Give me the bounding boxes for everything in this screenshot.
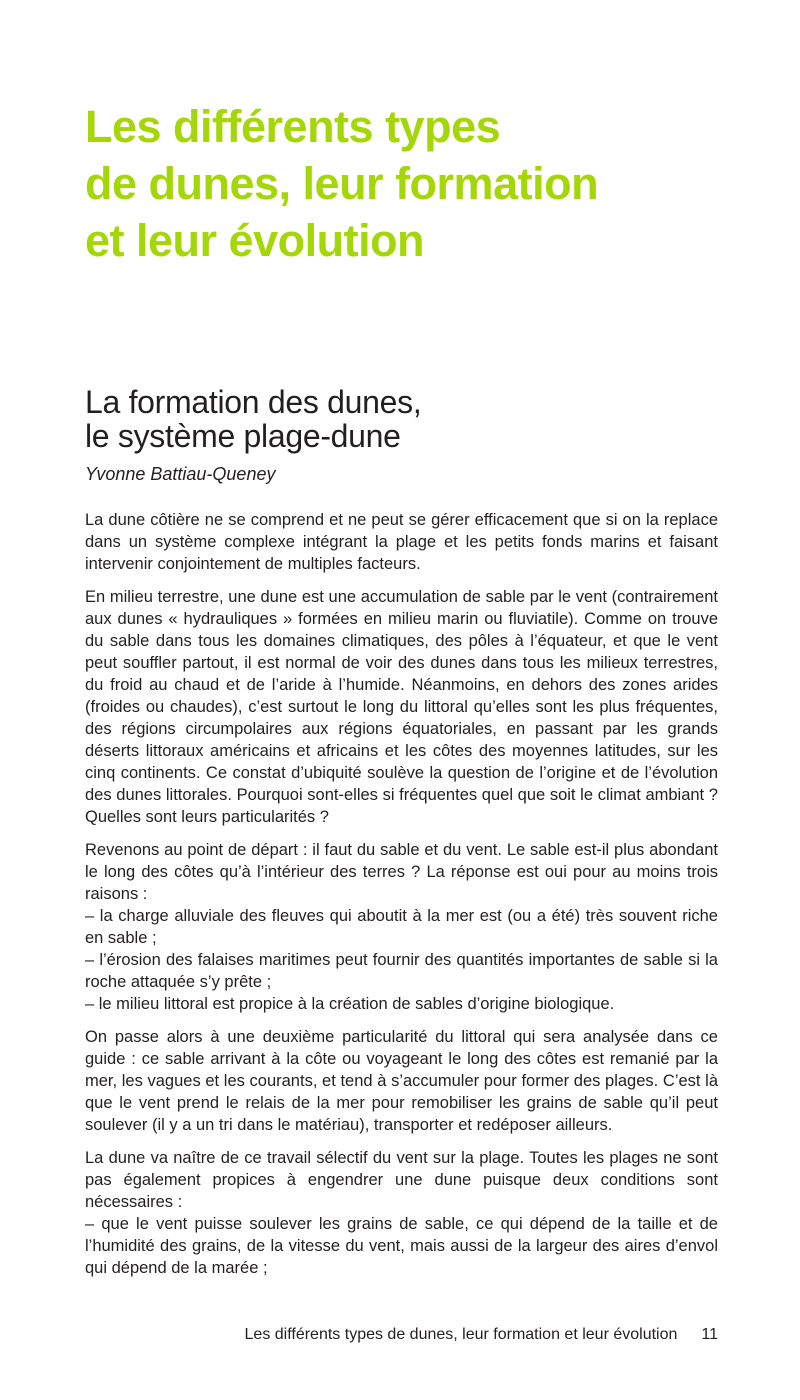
paragraph-intro: La dune va naître de ce travail sélectif du vent sur la plage. Toutes les plages ne sont pas également propices à engendrer une dune puisque deux conditions sont nécessaires :: [85, 1149, 718, 1211]
list-item: – le milieu littoral est propice à la création de sables d’origine biologique.: [85, 995, 615, 1013]
chapter-title-line: Les différents types: [85, 101, 501, 152]
body-text: [85, 509, 718, 1279]
list-item: – la charge alluviale des fleuves qui aboutit à la mer est (ou a été) très souvent riche en sable ;: [85, 907, 718, 947]
paragraph: La dune côtière ne se comprend et ne peut se gérer efficacement que si on la replace dans un système complexe intégrant la plage et les petits fonds marins et faisant intervenir conjointement de multiples facteurs.: [85, 511, 718, 573]
section-heading-line: La formation des dunes,: [85, 384, 422, 420]
list-item: – l’érosion des falaises maritimes peut fournir des quantités importantes de sable si la roche attaquée s’y prête ;: [85, 951, 718, 991]
chapter-title-line: de dunes, leur formation: [85, 158, 599, 209]
paragraph: En milieu terrestre, une dune est une accumulation de sable par le vent (contrairement aux dunes « hydrauliques » formées en milieu marin ou fluviatile). Comme on trouve du sable dans tous les domaines climatiques, des pôles à l’équateur, et que le vent peut souffler partout, il est normal de voir des dunes dans tous les milieux terrestres, du froid au chaud et de l’aride à l’humide. Néanmoins, en dehors des zones arides (froides ou chaudes), c’est surtout le long du littoral qu’elles sont les plus fréquentes, des régions circumpolaires aux régions équatoriales, en passant par les grands déserts littoraux américains et africains et les côtes des moyennes latitudes, sur les cinq continents. Ce constat d’ubiquité soulève la question de l’origine et de l’évolution des dunes littorales. Pourquoi sont-elles si fréquentes quel que soit le climat ambiant ? Quelles sont leurs particularités ?: [85, 588, 718, 826]
footer-running-title: Les différents types de dunes, leur formation et leur évolution: [244, 1326, 678, 1343]
paragraph-with-list: [85, 1147, 718, 1279]
section-heading-line: le système plage-dune: [85, 418, 401, 454]
section-heading: [85, 385, 718, 453]
list-item: – que le vent puisse soulever les grains de sable, ce qui dépend de la taille et de l’humidité des grains, de la vitesse du vent, mais aussi de la largeur des aires d’envol qui dépend de la marée ;: [85, 1215, 718, 1277]
page-footer: [245, 1325, 718, 1345]
chapter-title-line: et leur évolution: [85, 215, 425, 266]
page-content: [0, 98, 800, 1279]
chapter-title: [85, 98, 718, 269]
paragraph-intro: Revenons au point de départ : il faut du sable et du vent. Le sable est-il plus abondant le long des côtes qu’à l’intérieur des terres ? La réponse est oui pour au moins trois raisons :: [85, 841, 718, 903]
footer-page-number: 11: [701, 1326, 718, 1343]
paragraph: On passe alors à une deuxième particularité du littoral qui sera analysée dans ce guide : ce sable arrivant à la côte ou voyageant le long des côtes est remanié par la mer, les vagues et les courants, et tend à s’accumuler pour former des plages. C’est là que le vent prend le relais de la mer pour remobiliser les grains de sable qu’il peut soulever (il y a un tri dans le matériau), transporter et redéposer ailleurs.: [85, 1028, 718, 1134]
paragraph-with-list: [85, 839, 718, 1015]
author-byline: Yvonne Battiau-Queney: [85, 464, 276, 484]
